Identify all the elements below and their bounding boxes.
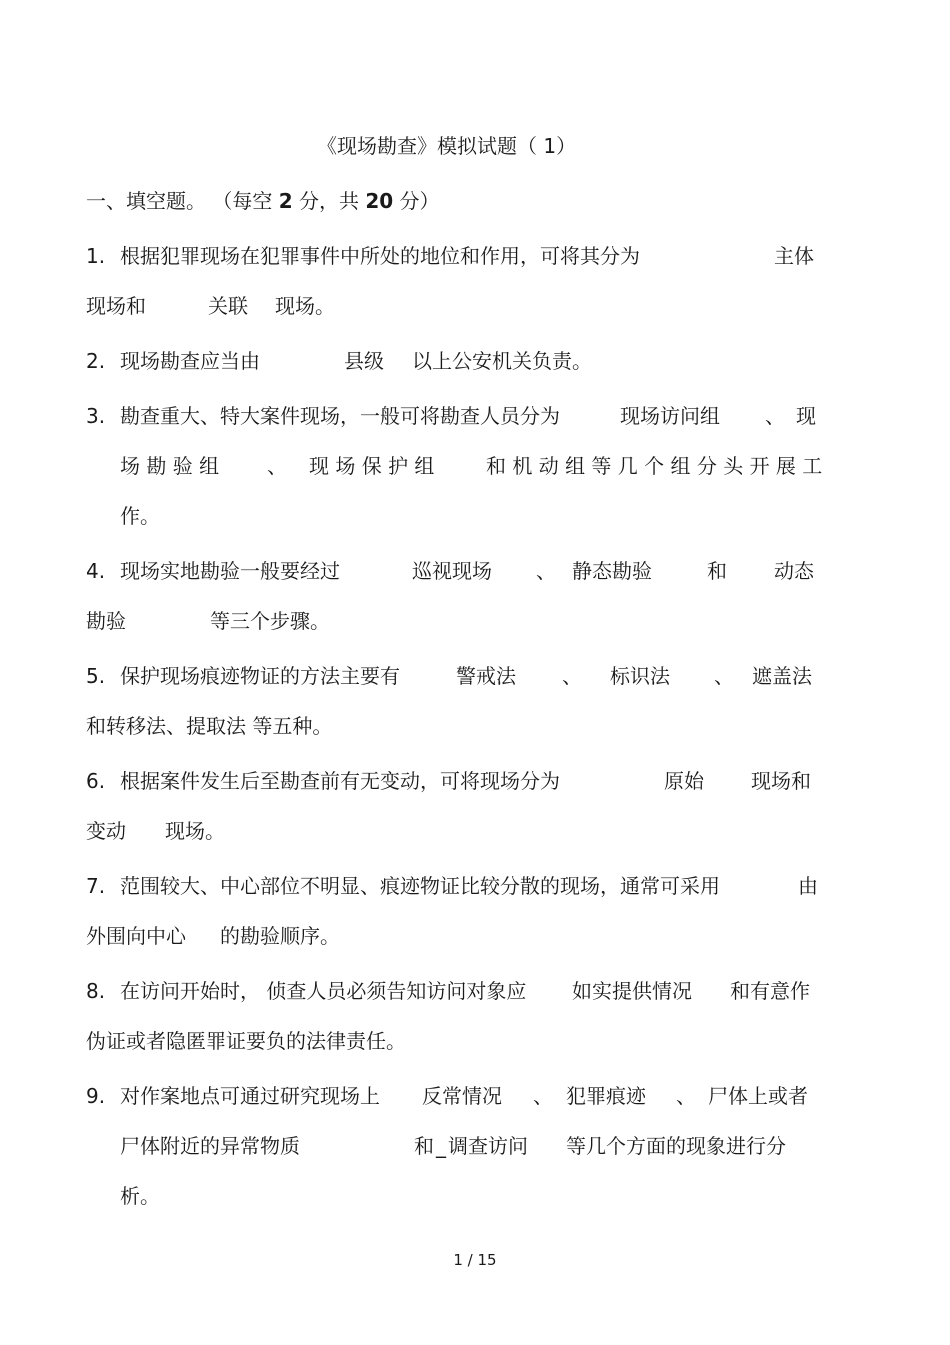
answer: 现 场 保 护 组 (309, 454, 435, 478)
answer: 反常情况 (422, 1084, 502, 1108)
section-heading: 一、填空题。 （每空 2 分，共 20 分） (86, 189, 440, 213)
answer: 调查访问 (448, 1134, 528, 1158)
answer: 外围向中心 (86, 924, 186, 948)
question-7-line-2: 外围向中心 的勘验顺序。 (0, 921, 950, 951)
question-3-line-3: 作。 (120, 504, 160, 528)
question-5-line-2: 和转移法、提取法 等五种。 (86, 714, 333, 738)
answer: 警戒法 (456, 664, 516, 688)
question-1-line-1: 1. 根据犯罪现场在犯罪事件中所处的地位和作用，可将其分为 主体 (0, 241, 950, 271)
answer: 由 (798, 874, 818, 898)
question-8-line-1: 8. 在访问开始时， 侦查人员必须告知访问对象应 如实提供情况 和有意作 (0, 976, 950, 1006)
answer: 如实提供情况 (572, 979, 692, 1003)
answer: 场 勘 验 组 (120, 454, 220, 478)
question-5-line-1: 5. 保护现场痕迹物证的方法主要有 警戒法 、 标识法 、 遮盖法 (0, 661, 950, 691)
answer: 现场访问组 (620, 404, 720, 428)
question-7-line-1: 7. 范围较大、中心部位不明显、痕迹物证比较分散的现场，通常可采用 由 (0, 871, 950, 901)
answer: 关联 (208, 294, 248, 318)
answer: 尸体上或者 (708, 1084, 808, 1108)
question-6-line-2: 变动 现场。 (0, 816, 950, 846)
question-6-line-1: 6. 根据案件发生后至勘查前有无变动，可将现场分为 原始 现场和 (0, 766, 950, 796)
answer: 主体 (774, 244, 814, 268)
question-9-line-1: 9. 对作案地点可通过研究现场上 反常情况 、 犯罪痕迹 、 尸体上或者 (0, 1081, 950, 1111)
answer: 遮盖法 (752, 664, 812, 688)
question-3-line-2: 场 勘 验 组 、 现 场 保 护 组 和 机 动 组 等 几 个 组 分 头 开 展 工 (0, 451, 950, 481)
answer: 原始 (664, 769, 704, 793)
question-4-line-1: 4. 现场实地勘验一般要经过 巡视现场 、 静态勘验 和 动态 (0, 556, 950, 586)
question-1-line-2: 现场和 关联 现场。 (0, 291, 950, 321)
answer: 静态勘验 (572, 559, 652, 583)
question-8-line-2: 伪证或者隐匿罪证要负的法律责任。 (86, 1029, 406, 1053)
question-3-line-1: 3. 勘查重大、特大案件现场，一般可将勘查人员分为 现场访问组 、 现 (0, 401, 950, 431)
question-9-line-3: 析。 (120, 1184, 160, 1208)
answer: 犯罪痕迹 (566, 1084, 646, 1108)
answer: 县级 (344, 349, 384, 373)
question-9-line-2: 尸体附近的异常物质 和 _ 调查访问 等几个方面的现象进行分 (0, 1131, 950, 1161)
page-number: 1 / 15 (453, 1251, 497, 1269)
answer: 尸体附近的异常物质 (120, 1134, 300, 1158)
answer: 勘验 (86, 609, 126, 633)
answer: 巡视现场 (412, 559, 492, 583)
answer: 变动 (86, 819, 126, 843)
question-4-line-2: 勘验 等三个步骤。 (0, 606, 950, 636)
document-title: 《现场勘查》模拟试题（ 1） (317, 134, 577, 158)
answer: 标识法 (610, 664, 670, 688)
answer: 动态 (774, 559, 814, 583)
question-2: 2. 现场勘查应当由 县级 以上公安机关负责。 (0, 346, 950, 376)
